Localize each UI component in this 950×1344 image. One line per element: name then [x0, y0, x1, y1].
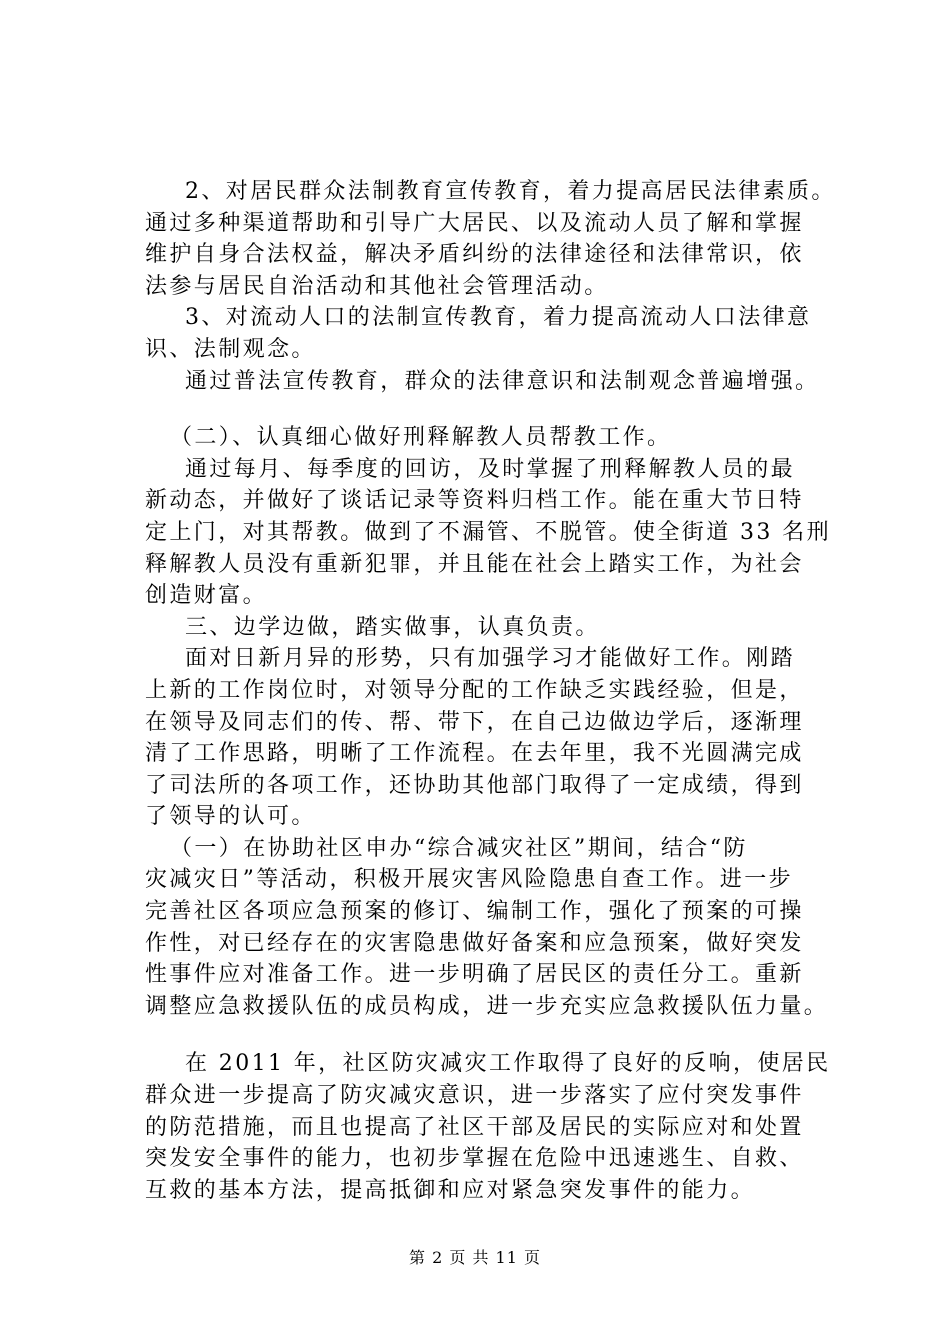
text-line: 了领导的认可。 [145, 804, 316, 830]
text-line: 释解教人员没有重新犯罪，并且能在社会上踏实工作，为社会 [145, 551, 804, 577]
heading-line: 三、边学边做，踏实做事，认真负责。 [185, 614, 600, 640]
text-line: 法参与居民自治活动和其他社会管理活动。 [145, 273, 609, 299]
text-line: 作性，对已经存在的灾害隐患做好备案和应急预案，做好突发 [145, 930, 804, 956]
text-line: 通过普法宣传教育，群众的法律意识和法制观念普遍增强。 [185, 368, 820, 394]
text-line: 调整应急救援队伍的成员构成，进一步充实应急救援队伍力量。 [145, 993, 829, 1019]
text-line: 突发安全事件的能力，也初步掌握在危险中迅速逃生、自救、 [145, 1146, 804, 1172]
text-line: 面对日新月异的形势，只有加强学习才能做好工作。刚踏 [185, 646, 796, 672]
text-line: 新动态，并做好了谈话记录等资料归档工作。能在重大节日特 [145, 488, 804, 514]
heading-line: （二）、认真细心做好刑释解教人员帮教工作。 [170, 425, 672, 451]
text-line: 在领导及同志们的传、帮、带下，在自己边做边学后，逐渐理 [145, 709, 804, 735]
paragraph-legal-education-residents [145, 176, 851, 302]
text-line: 灾减灾日”等活动，积极开展灾害风险隐患自查工作。进一步 [145, 867, 794, 893]
text-line: 互救的基本方法，提高抵御和应对紧急突发事件的能力。 [145, 1177, 756, 1203]
paragraph-rehabilitation-visits [145, 454, 851, 612]
paragraph-legal-education-floating-population [145, 302, 851, 365]
text-line: 上新的工作岗位时，对领导分配的工作缺乏实践经验，但是， [145, 677, 804, 703]
text-line: 定上门，对其帮教。做到了不漏管、不脱管。使全街道 33 名刑 [145, 519, 831, 545]
text-line: 创造财富。 [145, 583, 268, 609]
text-line: 性事件应对准备工作。进一步明确了居民区的责任分工。重新 [145, 962, 804, 988]
page-number-footer: 第 2 页 共 11 页 [409, 1248, 541, 1267]
paragraph-learning-at-work [145, 643, 851, 833]
paragraph-2011-disaster-results [145, 1048, 851, 1206]
text-line: 维护自身合法权益，解决矛盾纠纷的法律途径和法律常识，依 [145, 242, 804, 268]
text-line: 群众进一步提高了防灾减灾意识，进一步落实了应付突发事件 [145, 1083, 804, 1109]
document-body [145, 176, 851, 1206]
text-line: 识、法制观念。 [145, 336, 316, 362]
text-line: 3、对流动人口的法制宣传教育，着力提高流动人口法律意 [185, 305, 812, 331]
text-line: 2、对居民群众法制教育宣传教育，着力提高居民法律素质。 [185, 179, 836, 204]
text-line: 的防范措施，而且也提高了社区干部及居民的实际应对和处置 [145, 1114, 804, 1140]
paragraph-spacer [145, 397, 851, 422]
text-line: 了司法所的各项工作，还协助其他部门取得了一定成绩，得到 [145, 772, 804, 798]
text-line: 完善社区各项应急预案的修订、编制工作，强化了预案的可操 [145, 899, 804, 925]
text-line: （一）在协助社区申办“综合减灾社区”期间，结合“防 [170, 835, 748, 861]
section-heading-learning-by-doing [145, 612, 851, 644]
paragraph-spacer [145, 1022, 851, 1048]
section-heading-rehabilitation-work [145, 422, 851, 454]
text-line: 在 2011 年，社区防灾减灾工作取得了良好的反响，使居民 [185, 1051, 831, 1077]
text-line: 通过每月、每季度的回访，及时掌握了刑释解教人员的最 [185, 456, 796, 482]
text-line: 清了工作思路，明晰了工作流程。在去年里，我不光圆满完成 [145, 741, 804, 767]
text-line: 通过多种渠道帮助和引导广大居民、以及流动人员了解和掌握 [145, 210, 804, 236]
paragraph-legal-awareness-summary [145, 366, 851, 398]
paragraph-disaster-reduction-community [145, 833, 851, 1023]
